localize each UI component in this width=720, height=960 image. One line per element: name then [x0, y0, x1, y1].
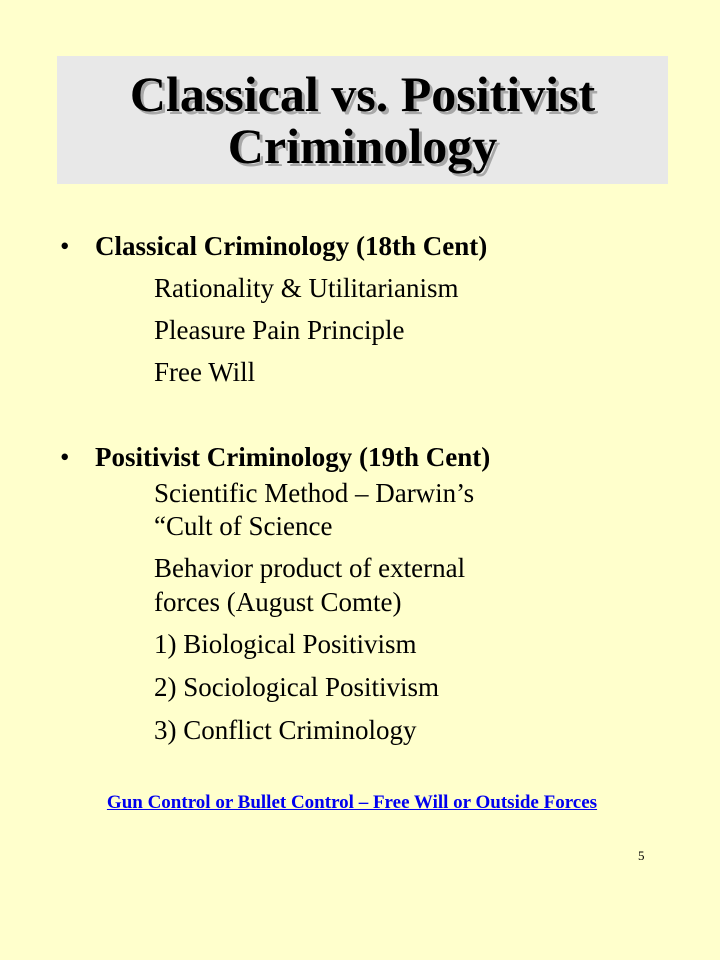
item-external-forces: forces (August Comte): [154, 587, 402, 617]
item-rationality: Rationality & Utilitarianism: [154, 273, 459, 303]
slide-title-line-2: Criminology: [227, 118, 498, 174]
item-free-will: Free Will: [154, 357, 256, 387]
item-behavior-product: Behavior product of external: [154, 553, 466, 583]
item-scientific-method: Scientific Method – Darwin’s: [154, 478, 475, 508]
item-sociological-positivism: 2) Sociological Positivism: [154, 672, 440, 702]
item-conflict-criminology: 3) Conflict Criminology: [154, 715, 417, 745]
heading-classical: Classical Criminology (18th Cent): [95, 231, 488, 261]
bullet-classical: •: [60, 231, 70, 261]
slide-title-box: [57, 56, 668, 184]
page-number: 5: [638, 848, 645, 863]
gun-control-link[interactable]: Gun Control or Bullet Control – Free Will or Outside Forces: [106, 792, 598, 813]
item-biological-positivism: 1) Biological Positivism: [154, 629, 417, 659]
bullet-positivist: •: [60, 442, 70, 472]
item-pleasure-pain: Pleasure Pain Principle: [154, 315, 405, 345]
item-cult-of-science: “Cult of Science: [154, 511, 333, 541]
slide-title-line-1: Classical vs. Positivist: [129, 66, 596, 122]
heading-positivist: Positivist Criminology (19th Cent): [95, 442, 491, 472]
